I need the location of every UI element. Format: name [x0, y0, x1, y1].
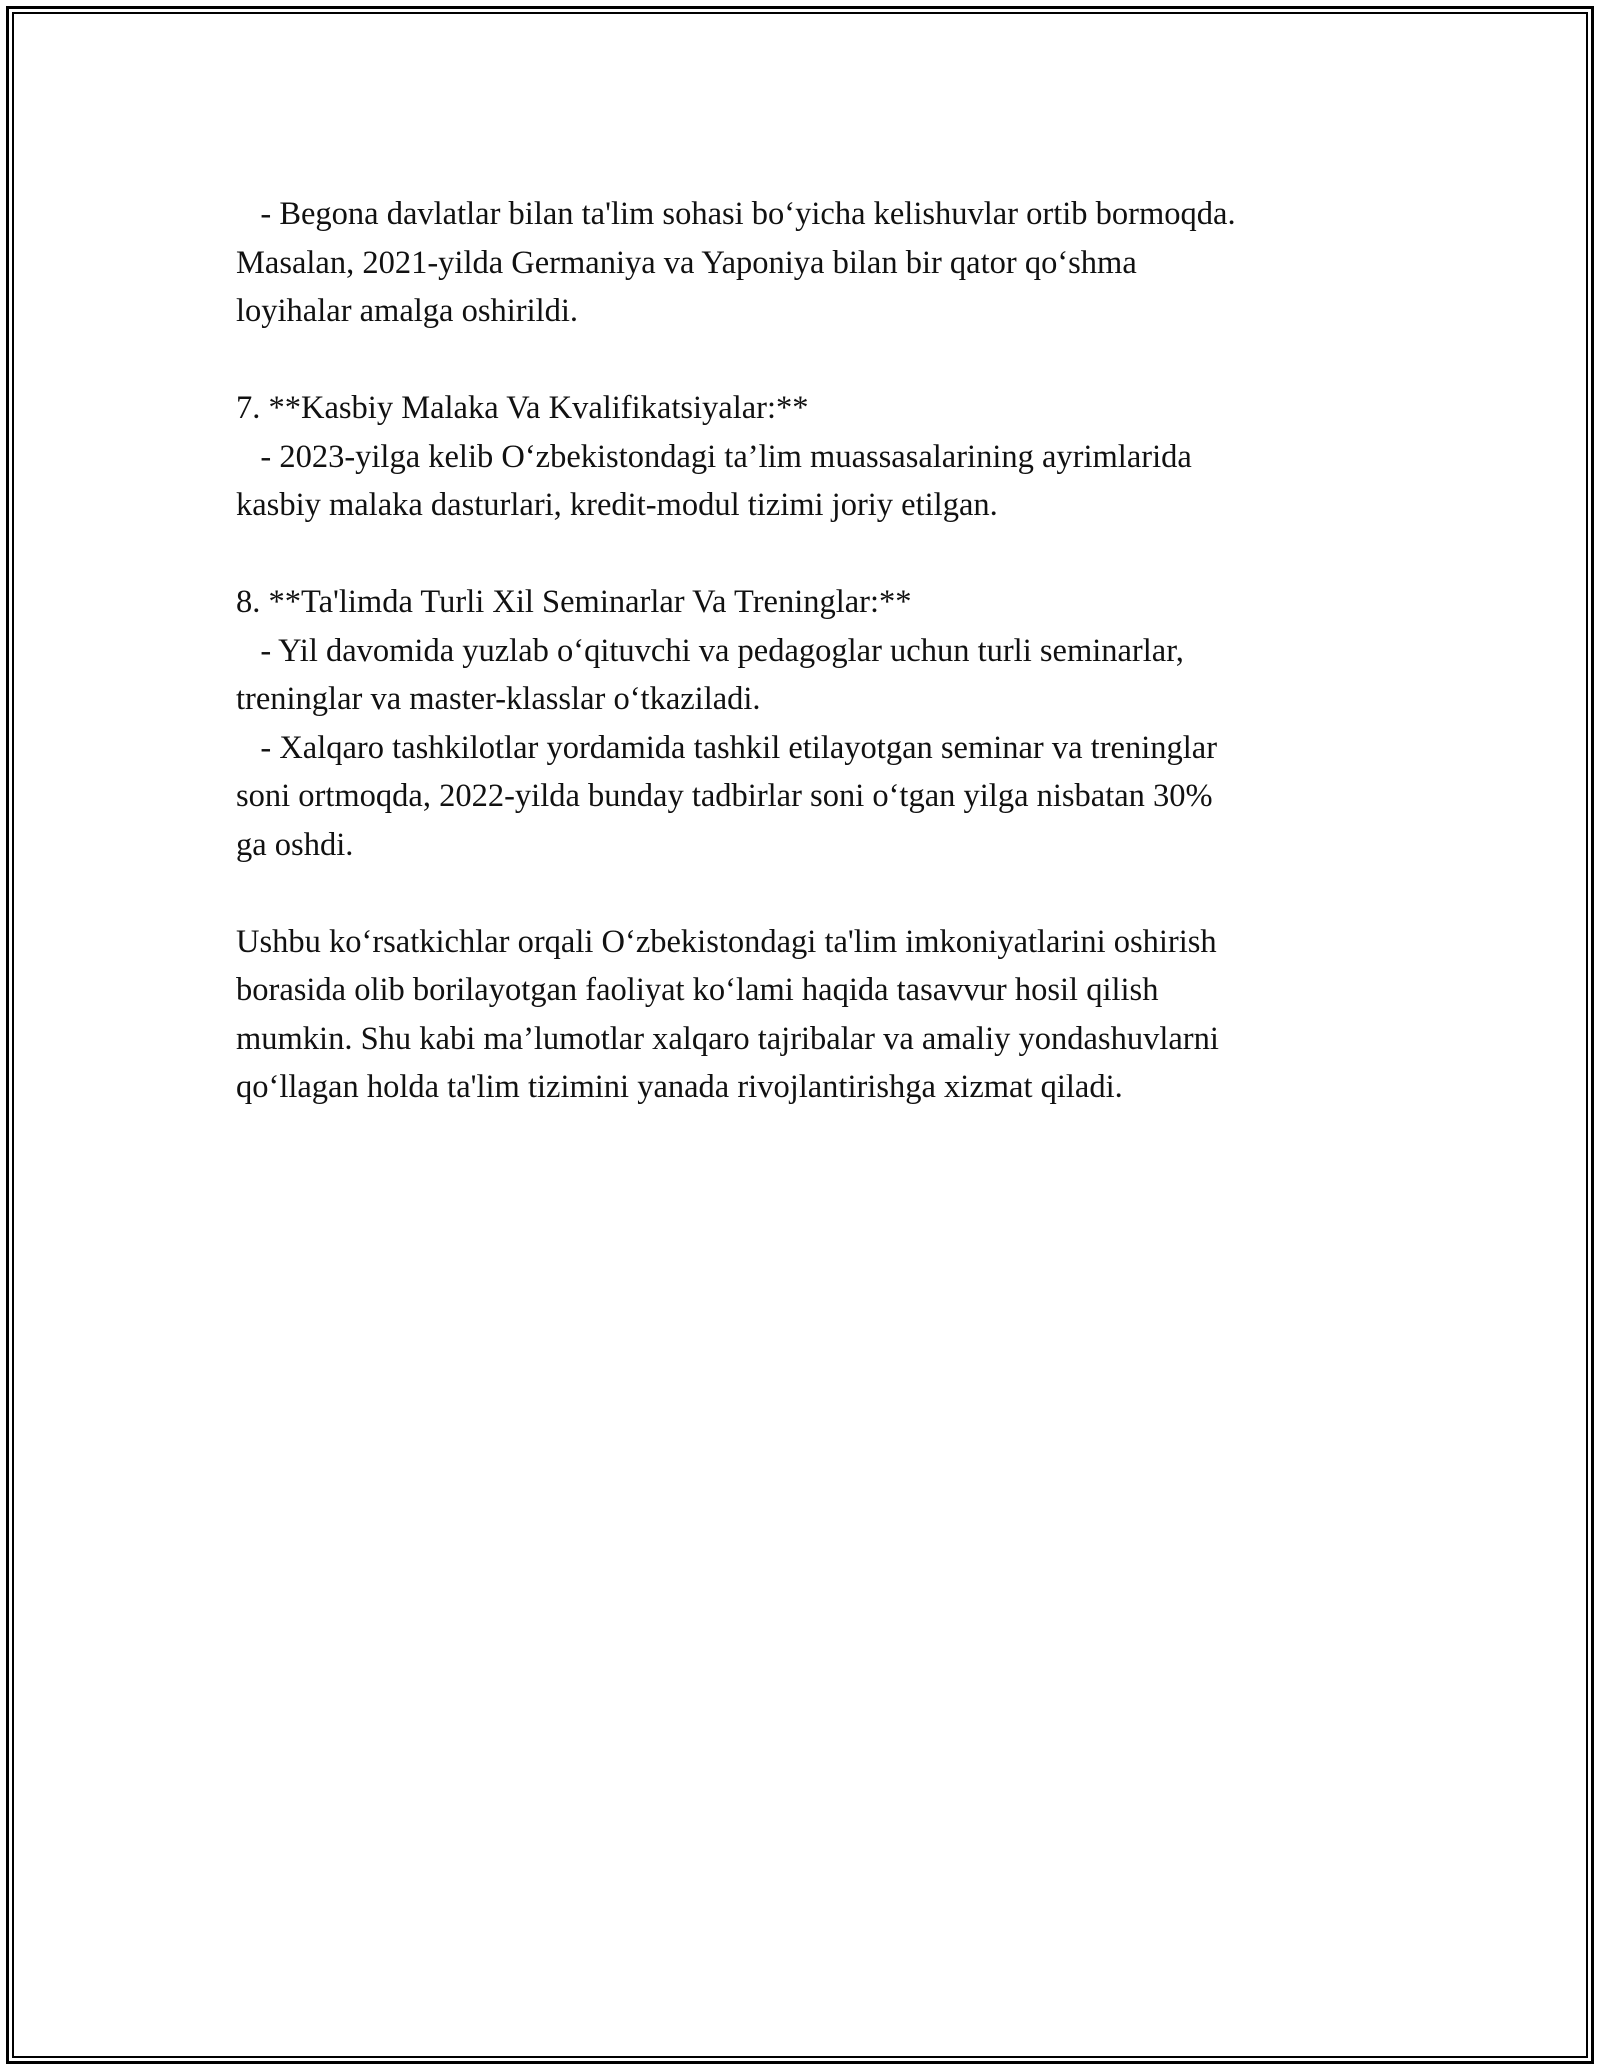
- text-line: mumkin. Shu kabi ma’lumotlar xalqaro tajribalar va amaliy yondashuvlarni: [236, 1020, 1219, 1057]
- paragraph-spacer: [236, 530, 1396, 579]
- text-line: - Xalqaro tashkilotlar yordamida tashkil etilayotgan seminar va treninglar: [236, 729, 1218, 766]
- text-line: soni ortmoqda, 2022-yilda bunday tadbirlar soni o‘tgan yilga nisbatan 30%: [236, 778, 1213, 814]
- text-line: - Begona davlatlar bilan ta'lim sohasi bo‘yicha kelishuvlar ortib bormoqda.: [236, 196, 1236, 232]
- section-heading: 8. **Ta'limda Turli Xil Seminarlar Va Treninglar:**: [236, 584, 912, 620]
- section-heading: 7. **Kasbiy Malaka Va Kvalifikatsiyalar:**: [236, 390, 809, 426]
- paragraph-international-agreements: [236, 190, 1396, 336]
- text-line: kasbiy malaka dasturlari, kredit-modul tizimi joriy etilgan.: [236, 487, 998, 523]
- text-line: ga oshdi.: [236, 826, 354, 863]
- text-line: - 2023-yilga kelib O‘zbekistondagi ta’lim muassasalarining ayrimlarida: [236, 438, 1192, 475]
- text-line: Ushbu ko‘rsatkichlar orqali O‘zbekistondagi ta'lim imkoniyatlarini oshirish: [236, 923, 1217, 960]
- text-line: borasida olib borilayotgan faoliyat ko‘lami haqida tasavvur hosil qilish: [236, 972, 1159, 1008]
- paragraph-spacer: [236, 336, 1396, 385]
- text-line: loyihalar amalga oshirildi.: [236, 293, 579, 329]
- text-line: Masalan, 2021-yilda Germaniya va Yaponiya bilan bir qator qo‘shma: [236, 244, 1137, 281]
- document-body: [236, 190, 1396, 1112]
- paragraph-conclusion: [236, 918, 1396, 1112]
- paragraph-spacer: [236, 869, 1396, 918]
- section-8-seminars-trainings: [236, 578, 1396, 869]
- text-line: treninglar va master-klasslar o‘tkaziladi.: [236, 681, 761, 717]
- section-7-professional-qualifications: [236, 384, 1396, 530]
- text-line: qo‘llagan holda ta'lim tizimini yanada rivojlantirishga xizmat qiladi.: [236, 1069, 1123, 1105]
- text-line: - Yil davomida yuzlab o‘qituvchi va pedagoglar uchun turli seminarlar,: [236, 632, 1184, 669]
